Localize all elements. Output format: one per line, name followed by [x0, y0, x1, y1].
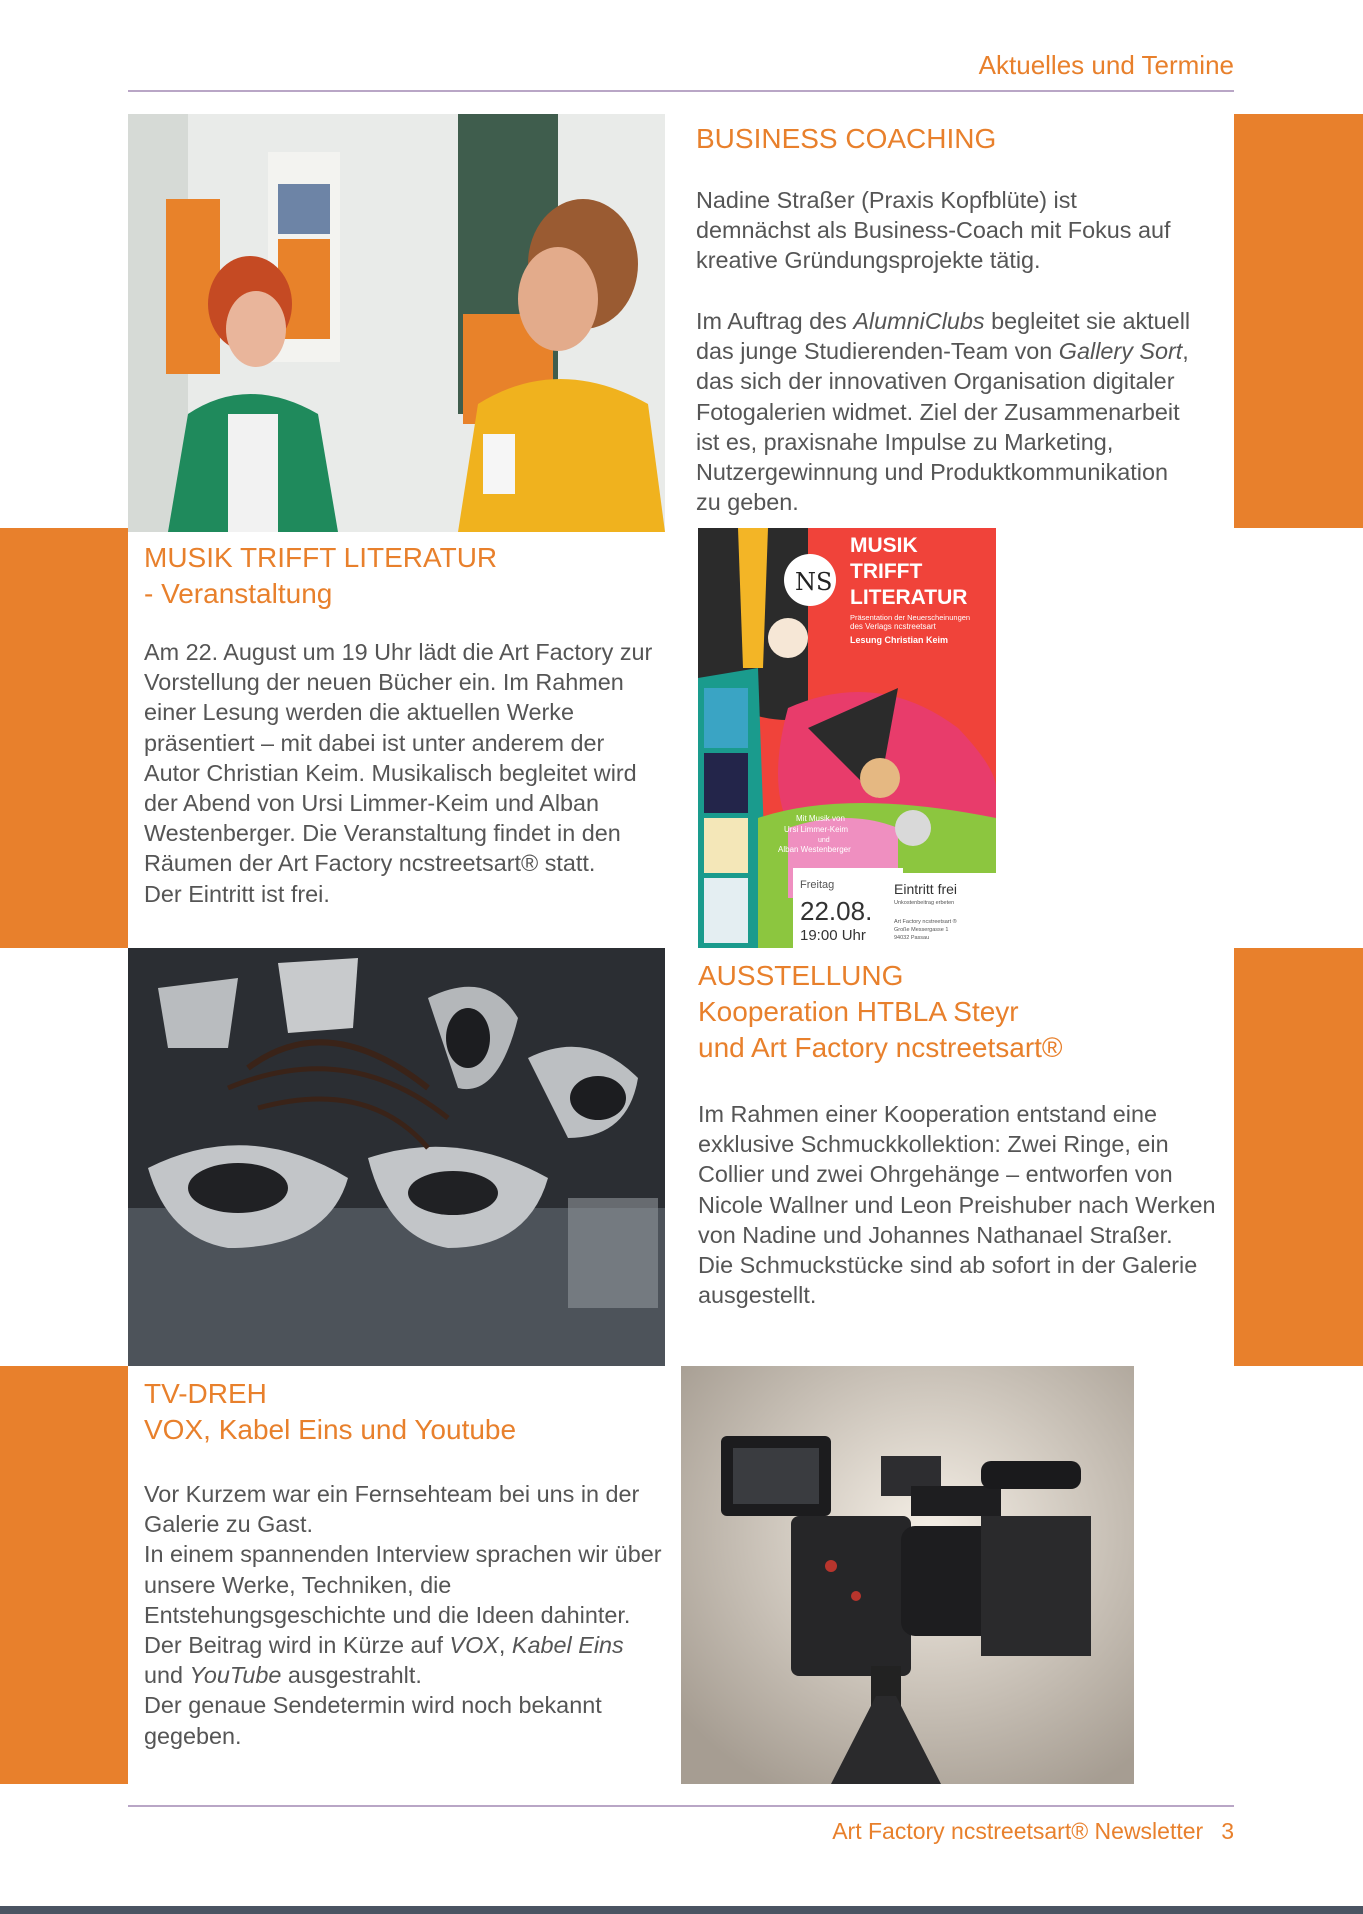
photo-jewellery [128, 948, 665, 1366]
poster-title-2: TRIFFT [850, 560, 923, 583]
poster-title-3: LITERATUR [850, 586, 968, 609]
section-title: Aktuelles und Termine [978, 50, 1234, 80]
poster-music-4: Alban Westenberger [778, 845, 851, 854]
poster-address-2: Große Messergasse 1 [894, 927, 949, 933]
poster-entry: Eintritt frei [894, 881, 958, 897]
footer [832, 1818, 1234, 1845]
orange-bar-right-2 [1234, 948, 1363, 1366]
orange-bar-left-1 [0, 528, 128, 948]
event-poster [698, 528, 996, 948]
poster-day: Freitag [800, 879, 835, 891]
tv-paragraph: Vor Kurzem war ein Fernsehteam bei uns in der Galerie zu Gast. In einem spannenden Interview sprachen wir über unsere Werke, Techniken, die Entstehungsgeschichte und die Ideen dahinter. Der Beitrag wird in Kürze auf VOX, Kabel Eins und YouTube ausgestrahlt. Der genaue Sendetermin wird noch bekannt gegeben. [144, 1481, 662, 1749]
poster-music-3: und [818, 837, 830, 844]
musik-paragraph: Am 22. August um 19 Uhr lädt die Art Factory zur Vorstellung der neuen Bücher ein. Im Rahmen einer Lesung werden die aktuellen Werke präsentiert – mit dabei ist unter anderem der Autor Christian Keim. Musikalisch begleitet wird der Abend von Ursi Limmer-Keim und Alban Westenberger. Die Veranstaltung findet in den Räumen der Art Factory ncstreetsart® statt. Der Eintritt ist frei. [144, 639, 653, 907]
heading-tv-dreh: TV-DREH VOX, Kabel Eins und Youtube [144, 1378, 517, 1445]
photo-camera [681, 1366, 1134, 1784]
poster-entry-note: Unkostenbeitrag erbeten [894, 900, 955, 906]
heading-business-coaching: BUSINESS COACHING [696, 123, 997, 154]
poster-subtitle-1: Präsentation der Neuerscheinungen [850, 613, 971, 622]
poster-title-1: MUSIK [850, 534, 918, 557]
ausstellung-paragraph: Im Rahmen einer Kooperation entstand eine exklusive Schmuckkollektion: Zwei Ringe, ein Collier und zwei Ohrgehänge – entworfen von Nicole Wallner und Leon Preishuber nach Werken von Nadine und Johannes Nathanael Straßer. Die Schmuckstücke sind ab sofort in der Galerie ausgestellt. [698, 1101, 1216, 1309]
poster-time: 19:00 Uhr [800, 927, 866, 944]
business-coaching-paragraph-2: Im Auftrag des AlumniClubs begleitet sie aktuell das junge Studierenden-Team von Gallery Sort, das sich der innovativen Organisation digitaler Fotogalerien widmet. Ziel der Zusammenarbeit ist es, praxisnahe Impulse zu Marketing, Nutzergewinnung und Produktkommunikation zu geben. [696, 308, 1191, 516]
poster-logo: NS [795, 568, 833, 596]
poster-date: 22.08. [800, 896, 873, 926]
page-number: 3 [1221, 1818, 1234, 1844]
footer-rule [128, 1805, 1234, 1807]
business-coaching-paragraph-1: Nadine Straßer (Praxis Kopfblüte) ist demnächst als Business-Coach mit Fokus auf kreative Gründungsprojekte tätig. [696, 187, 1171, 274]
poster-reading: Lesung Christian Keim [850, 635, 949, 645]
heading-musik-trifft-literatur: MUSIK TRIFFT LITERATUR - Veranstaltung [144, 542, 498, 609]
poster-subtitle-2: des Verlags ncstreetsart [850, 622, 936, 631]
poster-music-2: Ursi Limmer-Keim [784, 825, 848, 834]
photo-coaching [128, 114, 665, 532]
bottom-edge [0, 1906, 1363, 1914]
orange-bar-left-2 [0, 1366, 128, 1784]
header-rule [128, 90, 1234, 92]
heading-ausstellung: AUSSTELLUNG Kooperation HTBLA Steyr und Art Factory ncstreetsart® [698, 960, 1063, 1063]
footer-newsletter-title: Art Factory ncstreetsart® Newsletter [832, 1818, 1204, 1844]
orange-bar-right-1 [1234, 114, 1363, 528]
poster-music-1: Mit Musik von [796, 814, 845, 823]
poster-address-1: Art Factory ncstreetsart ® [894, 919, 957, 925]
poster-address-3: 94032 Passau [894, 935, 930, 941]
